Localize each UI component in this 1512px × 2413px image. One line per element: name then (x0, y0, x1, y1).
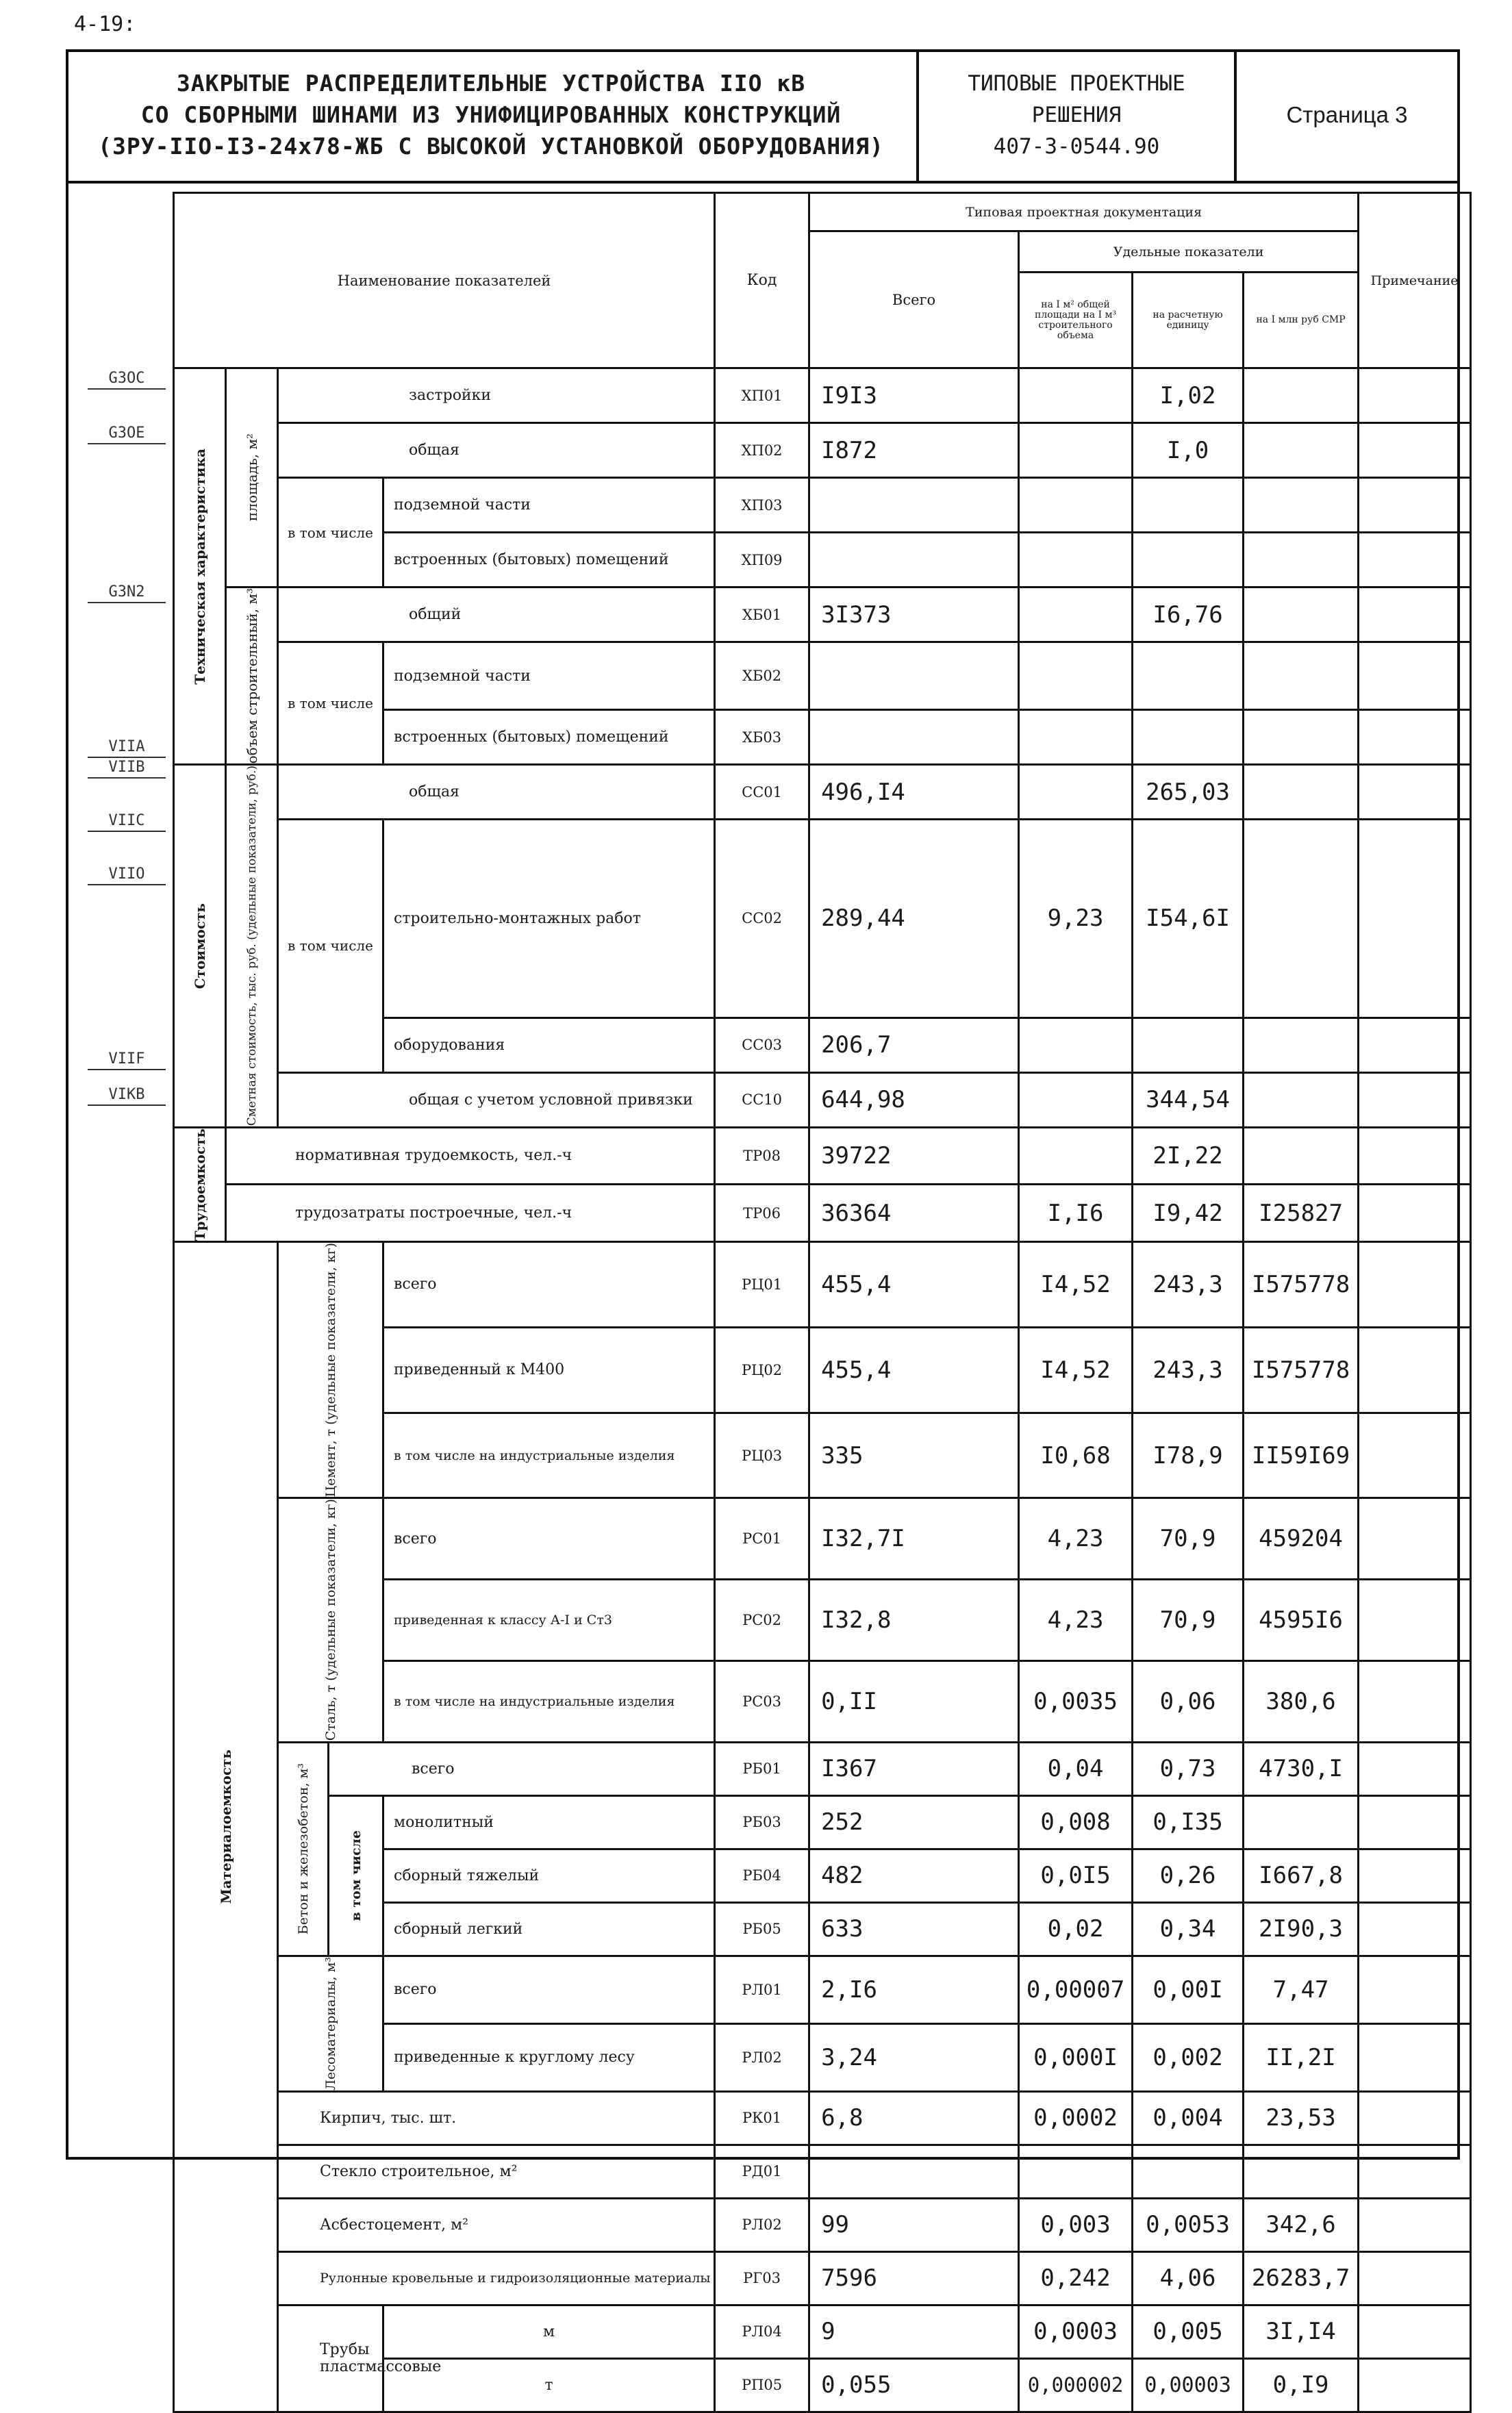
row-per-mln (1244, 1072, 1359, 1127)
row-code: РГ03 (715, 2251, 809, 2305)
row-label: общая (278, 765, 715, 820)
row-total (809, 478, 1019, 533)
row-code: СС03 (715, 1018, 809, 1072)
type-line-3: 407-3-0544.90 (993, 134, 1160, 159)
row-note (1359, 588, 1471, 642)
margin-mark: VIKB (88, 1086, 166, 1106)
row-per-m2 (1019, 368, 1133, 423)
row-code: РЛ04 (715, 2305, 809, 2358)
row-code: РД01 (715, 2145, 809, 2198)
row-code: РЦ01 (715, 1242, 809, 1328)
row-label: монолитный (383, 1795, 715, 1849)
header-code: Код (715, 193, 809, 368)
row-per-m2 (1019, 1072, 1133, 1127)
row-note (1359, 1018, 1471, 1072)
row-note (1359, 368, 1471, 423)
table-row (174, 1795, 1471, 1849)
row-per-mln (1244, 765, 1359, 820)
row-label: общая с учетом условной привязки (278, 1072, 715, 1127)
row-code: РС01 (715, 1498, 809, 1580)
table-row (174, 1127, 1471, 1185)
table-row (174, 368, 1471, 423)
row-per-m2 (1019, 2145, 1133, 2198)
row-code: СС01 (715, 765, 809, 820)
row-per-mln (1244, 478, 1359, 533)
row-per-unit: 70,9 (1133, 1580, 1244, 1661)
row-note (1359, 533, 1471, 588)
table-row (174, 1072, 1471, 1127)
row-per-m2: 0,003 (1019, 2198, 1133, 2251)
row-per-m2: 0,0002 (1019, 2091, 1133, 2145)
row-total: I367 (809, 1742, 1019, 1795)
row-code: РЦ03 (715, 1413, 809, 1498)
row-note (1359, 2251, 1471, 2305)
row-per-mln (1244, 423, 1359, 478)
row-code: РП05 (715, 2358, 809, 2412)
row-label: сборный тяжелый (383, 1849, 715, 1902)
row-per-mln: 342,6 (1244, 2198, 1359, 2251)
row-per-unit: 0,I35 (1133, 1795, 1244, 1849)
row-note (1359, 2198, 1471, 2251)
row-per-unit: 0,00003 (1133, 2358, 1244, 2412)
row-label: общая (278, 423, 715, 478)
row-note (1359, 1580, 1471, 1661)
row-total: 0,II (809, 1660, 1019, 1742)
row-per-mln (1244, 1018, 1359, 1072)
row-per-mln (1244, 642, 1359, 710)
row-code: ТР06 (715, 1185, 809, 1242)
row-label: общий (278, 588, 715, 642)
row-per-mln: I667,8 (1244, 1849, 1359, 1902)
row-note (1359, 478, 1471, 533)
row-per-unit: 265,03 (1133, 765, 1244, 820)
table-row (174, 2091, 1471, 2145)
margin-mark: VIIA (88, 738, 166, 758)
row-per-unit: 0,004 (1133, 2091, 1244, 2145)
row-label: приведенная к классу А-I и Ст3 (383, 1580, 715, 1661)
row-label: Трубы пластмассовые (278, 2305, 383, 2412)
indicators-table (173, 192, 1472, 2413)
row-label: подземной части (383, 478, 715, 533)
row-note (1359, 642, 1471, 710)
row-per-unit (1133, 1018, 1244, 1072)
row-per-mln: 4595I6 (1244, 1580, 1359, 1661)
row-total: 6,8 (809, 2091, 1019, 2145)
row-per-m2: 9,23 (1019, 820, 1133, 1018)
table-row (174, 642, 1471, 710)
row-per-mln (1244, 820, 1359, 1018)
title-line-1: ЗАКРЫТЫЕ РАСПРЕДЕЛИТЕЛЬНЫЕ УСТРОЙСТВА IIO кВ (176, 70, 806, 97)
header-total: Всего (809, 231, 1019, 368)
row-per-unit: 243,3 (1133, 1327, 1244, 1413)
row-total: I32,8 (809, 1580, 1019, 1661)
group-wood: Лесоматериалы, м³ (323, 1956, 338, 2090)
row-per-unit: I,0 (1133, 423, 1244, 478)
row-note (1359, 2305, 1471, 2358)
row-code: ХП09 (715, 533, 809, 588)
row-total: I872 (809, 423, 1019, 478)
row-label: в том числе на индустриальные изделия (383, 1660, 715, 1742)
row-per-unit: 0,005 (1133, 2305, 1244, 2358)
row-per-unit (1133, 2145, 1244, 2198)
incl-label: в том числе (278, 642, 383, 765)
group-cement: Цемент, т (удельные показатели, кг) (323, 1243, 338, 1498)
group-steel: Сталь, т (удельные показатели, кг) (323, 1499, 338, 1741)
row-total: 2,I6 (809, 1956, 1019, 2023)
row-per-m2: 4,23 (1019, 1498, 1133, 1580)
table-row (174, 820, 1471, 1018)
row-note (1359, 423, 1471, 478)
row-total: 99 (809, 2198, 1019, 2251)
row-per-unit: 70,9 (1133, 1498, 1244, 1580)
row-per-mln: I575778 (1244, 1242, 1359, 1328)
type-line-1: ТИПОВЫЕ ПРОЕКТНЫЕ (968, 71, 1185, 96)
row-label: Рулонные кровельные и гидроизоляционные материалы (278, 2251, 715, 2305)
row-per-unit: 2I,22 (1133, 1127, 1244, 1185)
row-per-mln: 459204 (1244, 1498, 1359, 1580)
type-line-2: РЕШЕНИЯ (1031, 103, 1122, 127)
row-label: встроенных (бытовых) помещений (383, 533, 715, 588)
row-note (1359, 1849, 1471, 1902)
row-per-mln: I25827 (1244, 1185, 1359, 1242)
row-per-unit: I,02 (1133, 368, 1244, 423)
row-code: ХБ03 (715, 710, 809, 765)
row-per-mln (1244, 368, 1359, 423)
row-total (809, 2145, 1019, 2198)
row-unit-label: т (383, 2358, 715, 2412)
row-label: Стекло строительное, м² (278, 2145, 715, 2198)
row-per-m2: 0,000002 (1019, 2358, 1133, 2412)
row-per-m2: 0,008 (1019, 1795, 1133, 1849)
row-label: в том числе на индустриальные изделия (383, 1413, 715, 1498)
row-total (809, 710, 1019, 765)
margin-mark: VIIC (88, 812, 166, 832)
row-per-m2: I4,52 (1019, 1327, 1133, 1413)
row-per-m2: 0,0003 (1019, 2305, 1133, 2358)
row-per-m2: 0,00007 (1019, 1956, 1133, 2023)
row-per-mln: 23,53 (1244, 2091, 1359, 2145)
row-note (1359, 1902, 1471, 1956)
row-note (1359, 2358, 1471, 2412)
margin-mark: G3OE (88, 425, 166, 444)
header-per-m2: на I м² общей площади на I м³ строительного объема (1019, 273, 1133, 368)
row-per-mln: II,2I (1244, 2023, 1359, 2091)
row-per-mln: II59I69 (1244, 1413, 1359, 1498)
row-code: РЛ02 (715, 2023, 809, 2091)
row-code: СС10 (715, 1072, 809, 1127)
row-total: 455,4 (809, 1242, 1019, 1328)
row-label: приведенные к круглому лесу (383, 2023, 715, 2091)
row-per-m2: 0,0I5 (1019, 1849, 1133, 1902)
margin-mark: VIIO (88, 866, 166, 885)
page-label: Страница 3 (1286, 102, 1408, 127)
row-per-unit (1133, 533, 1244, 588)
row-code: ХП03 (715, 478, 809, 533)
row-code: ХБ01 (715, 588, 809, 642)
row-per-mln: 26283,7 (1244, 2251, 1359, 2305)
row-label: трудозатраты построечные, чел.-ч (226, 1185, 715, 1242)
row-total: 252 (809, 1795, 1019, 1849)
row-per-mln: 0,I9 (1244, 2358, 1359, 2412)
row-per-unit: 0,06 (1133, 1660, 1244, 1742)
row-note (1359, 820, 1471, 1018)
row-label: Кирпич, тыс. шт. (278, 2091, 715, 2145)
row-total: 3,24 (809, 2023, 1019, 2091)
row-per-unit: 0,002 (1133, 2023, 1244, 2091)
row-code: РЦ02 (715, 1327, 809, 1413)
row-total: 633 (809, 1902, 1019, 1956)
row-per-m2 (1019, 765, 1133, 820)
row-note (1359, 765, 1471, 820)
row-total: 3I373 (809, 588, 1019, 642)
row-code: РБ05 (715, 1902, 809, 1956)
group-cost: Стоимость (191, 902, 208, 989)
incl-label: в том числе (278, 478, 383, 588)
row-total: I9I3 (809, 368, 1019, 423)
row-note (1359, 2023, 1471, 2091)
row-per-mln: 380,6 (1244, 1660, 1359, 1742)
row-code: ТР08 (715, 1127, 809, 1185)
table-row (174, 1242, 1471, 1328)
row-label: всего (383, 1242, 715, 1328)
row-code: РС03 (715, 1660, 809, 1742)
header-per-unit: на расчетную единицу (1133, 273, 1244, 368)
row-per-mln: 7,47 (1244, 1956, 1359, 2023)
row-per-m2: 0,04 (1019, 1742, 1133, 1795)
row-per-m2: 0,02 (1019, 1902, 1133, 1956)
row-per-mln (1244, 2145, 1359, 2198)
table-row (174, 1498, 1471, 1580)
row-code: ХБ02 (715, 642, 809, 710)
table-row (174, 423, 1471, 478)
row-per-mln: 4730,I (1244, 1742, 1359, 1795)
table-row (174, 765, 1471, 820)
row-label: всего (383, 1956, 715, 2023)
row-per-m2 (1019, 710, 1133, 765)
group-material: Материалоемкость (217, 1749, 234, 1904)
row-code: РБ04 (715, 1849, 809, 1902)
row-note (1359, 1185, 1471, 1242)
row-note (1359, 1956, 1471, 2023)
row-per-mln (1244, 588, 1359, 642)
row-note (1359, 1327, 1471, 1413)
row-per-unit: 0,26 (1133, 1849, 1244, 1902)
row-code: РК01 (715, 2091, 809, 2145)
type-project-block (919, 49, 1237, 181)
group-labor: Трудоемкость (191, 1128, 208, 1241)
table-row (174, 1956, 1471, 2023)
row-total (809, 642, 1019, 710)
row-total: 482 (809, 1849, 1019, 1902)
row-per-unit (1133, 642, 1244, 710)
row-note (1359, 1127, 1471, 1185)
row-note (1359, 1795, 1471, 1849)
header-name: Наименование показателей (174, 193, 715, 368)
row-per-unit: I78,9 (1133, 1413, 1244, 1498)
row-note (1359, 1498, 1471, 1580)
row-per-m2 (1019, 642, 1133, 710)
header-documentation: Типовая проектная документация (809, 193, 1359, 231)
row-per-mln (1244, 710, 1359, 765)
table-row (174, 2198, 1471, 2251)
row-per-m2: 0,242 (1019, 2251, 1133, 2305)
row-per-unit: I54,6I (1133, 820, 1244, 1018)
row-per-m2: I0,68 (1019, 1413, 1133, 1498)
row-per-m2 (1019, 533, 1133, 588)
row-total: 36364 (809, 1185, 1019, 1242)
header-per-mln: на I млн руб СМР (1244, 273, 1359, 368)
row-per-mln (1244, 1795, 1359, 1849)
row-label: приведенный к М400 (383, 1327, 715, 1413)
row-label: сборный легкий (383, 1902, 715, 1956)
group-cost-estimate: Сметная стоимость, тыс. руб. (удельные показатели, руб.) (244, 766, 259, 1126)
row-per-mln (1244, 1127, 1359, 1185)
title-block (66, 49, 1460, 184)
title-line-2: СО СБОРНЫМИ ШИНАМИ ИЗ УНИФИЦИРОВАННЫХ КОНСТРУКЦИЙ (140, 101, 842, 128)
row-per-m2 (1019, 588, 1133, 642)
row-label: Асбестоцемент, м² (278, 2198, 715, 2251)
incl-label: в том числе (278, 820, 383, 1072)
row-code: РС02 (715, 1580, 809, 1661)
row-total: 455,4 (809, 1327, 1019, 1413)
row-note (1359, 710, 1471, 765)
row-per-m2: 0,000I (1019, 2023, 1133, 2091)
row-label: всего (383, 1498, 715, 1580)
table-row (174, 588, 1471, 642)
margin-mark: VIIF (88, 1050, 166, 1070)
row-per-m2 (1019, 1018, 1133, 1072)
row-note (1359, 1413, 1471, 1498)
row-label: всего (329, 1742, 715, 1795)
row-per-unit: 0,00I (1133, 1956, 1244, 2023)
header-specific: Удельные показатели (1019, 231, 1359, 273)
row-total: 289,44 (809, 820, 1019, 1018)
row-code: РБ01 (715, 1742, 809, 1795)
row-per-unit (1133, 710, 1244, 765)
row-total: 7596 (809, 2251, 1019, 2305)
row-label: строительно-монтажных работ (383, 820, 715, 1018)
margin-mark: G3N2 (88, 583, 166, 603)
row-total: 644,98 (809, 1072, 1019, 1127)
row-per-mln: 3I,I4 (1244, 2305, 1359, 2358)
group-volume: объем строительный, м³ (243, 588, 260, 764)
row-label: застройки (278, 368, 715, 423)
table-row (174, 1742, 1471, 1795)
row-per-m2 (1019, 478, 1133, 533)
row-per-m2: I,I6 (1019, 1185, 1133, 1242)
table-row (174, 478, 1471, 533)
table-row (174, 1185, 1471, 1242)
row-per-m2 (1019, 423, 1133, 478)
row-label: встроенных (бытовых) помещений (383, 710, 715, 765)
row-per-unit (1133, 478, 1244, 533)
row-code: РБ03 (715, 1795, 809, 1849)
row-label: нормативная трудоемкость, чел.-ч (226, 1127, 715, 1185)
row-per-unit: I6,76 (1133, 588, 1244, 642)
table-row (174, 2251, 1471, 2305)
row-per-unit: 243,3 (1133, 1242, 1244, 1328)
row-note (1359, 2091, 1471, 2145)
row-per-unit: 0,0053 (1133, 2198, 1244, 2251)
group-area: площадь, м² (243, 433, 260, 522)
row-per-unit: 4,06 (1133, 2251, 1244, 2305)
row-note (1359, 1242, 1471, 1328)
row-note (1359, 1742, 1471, 1795)
row-total: I32,7I (809, 1498, 1019, 1580)
header-note: Примечание (1359, 193, 1471, 368)
row-code: РЛ02 (715, 2198, 809, 2251)
row-note (1359, 1660, 1471, 1742)
table-row (174, 2305, 1471, 2358)
sheet-number: 4-19: (74, 12, 136, 36)
incl-label-vertical: в том числе (348, 1830, 364, 1921)
title-line-3: (ЗРУ-IIO-I3-24x78-ЖБ С ВЫСОКОЙ УСТАНОВКОЙ ОБОРУДОВАНИЯ) (98, 133, 884, 160)
row-note (1359, 1072, 1471, 1127)
row-code: РЛ01 (715, 1956, 809, 2023)
row-total: 335 (809, 1413, 1019, 1498)
row-per-mln: 2I90,3 (1244, 1902, 1359, 1956)
row-total (809, 533, 1019, 588)
table-row (174, 2145, 1471, 2198)
row-total: 39722 (809, 1127, 1019, 1185)
row-code: СС02 (715, 820, 809, 1018)
group-concrete: Бетон и железобетон, м³ (295, 1763, 311, 1935)
row-total: 0,055 (809, 2358, 1019, 2412)
row-per-m2 (1019, 1127, 1133, 1185)
row-per-m2: I4,52 (1019, 1242, 1133, 1328)
row-note (1359, 2145, 1471, 2198)
row-per-mln (1244, 533, 1359, 588)
row-per-unit: I9,42 (1133, 1185, 1244, 1242)
row-unit-label: м (383, 2305, 715, 2358)
row-per-m2: 0,0035 (1019, 1660, 1133, 1742)
row-per-mln: I575778 (1244, 1327, 1359, 1413)
row-total: 496,I4 (809, 765, 1019, 820)
margin-mark: G3OC (88, 370, 166, 390)
row-per-m2: 4,23 (1019, 1580, 1133, 1661)
row-per-unit: 0,73 (1133, 1742, 1244, 1795)
row-code: ХП02 (715, 423, 809, 478)
row-label: подземной части (383, 642, 715, 710)
row-label: оборудования (383, 1018, 715, 1072)
row-per-unit: 344,54 (1133, 1072, 1244, 1127)
document-title (66, 49, 919, 181)
row-per-unit: 0,34 (1133, 1902, 1244, 1956)
row-total: 206,7 (809, 1018, 1019, 1072)
row-code: ХП01 (715, 368, 809, 423)
group-technical: Техническая характеристика (191, 448, 208, 685)
row-total: 9 (809, 2305, 1019, 2358)
margin-mark: VIIB (88, 759, 166, 779)
